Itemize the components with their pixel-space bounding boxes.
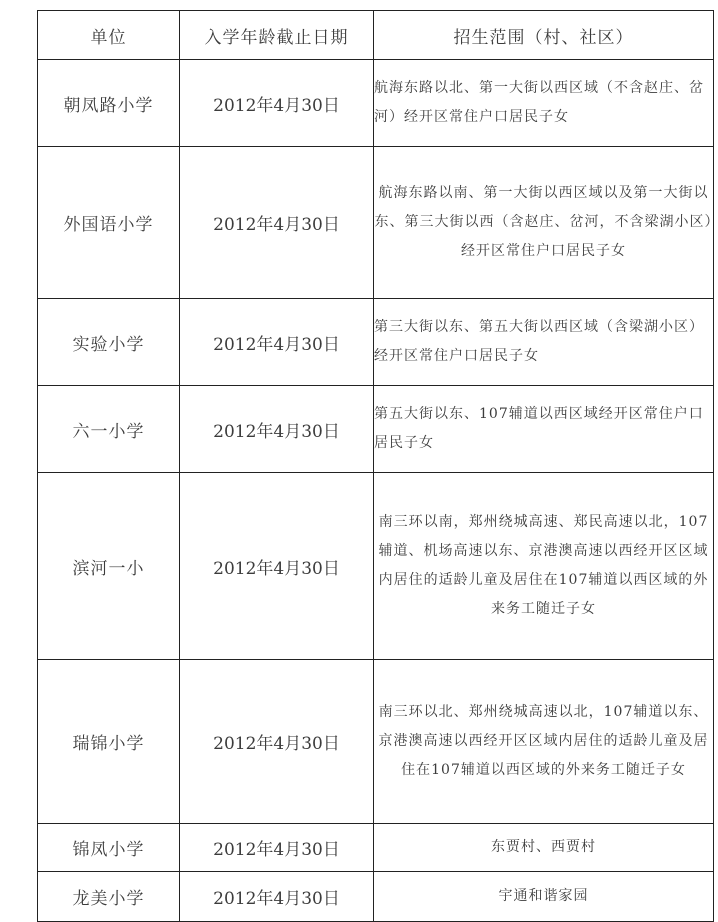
cutoff-date: 2012年4月30日 bbox=[180, 473, 374, 660]
table-row bbox=[38, 824, 714, 872]
table-row bbox=[38, 60, 714, 147]
table-header-row bbox=[38, 11, 714, 60]
school-name: 六一小学 bbox=[38, 386, 180, 473]
header-cutoff-date: 入学年龄截止日期 bbox=[180, 11, 374, 60]
cutoff-date: 2012年4月30日 bbox=[180, 660, 374, 824]
table-row bbox=[38, 386, 714, 473]
enrollment-range: 第三大街以东、第五大街以西区域（含梁湖小区）经开区常住户口居民子女 bbox=[374, 299, 714, 386]
cutoff-date: 2012年4月30日 bbox=[180, 872, 374, 922]
table-row bbox=[38, 872, 714, 922]
cutoff-date: 2012年4月30日 bbox=[180, 824, 374, 872]
table-row bbox=[38, 473, 714, 660]
enrollment-range: 南三环以北、郑州绕城高速以北，107辅道以东、京港澳高速以西经开区区域内居住的适龄儿童及居住在107辅道以西区域的外来务工随迁子女 bbox=[374, 660, 714, 824]
cutoff-date: 2012年4月30日 bbox=[180, 386, 374, 473]
cutoff-date: 2012年4月30日 bbox=[180, 147, 374, 299]
header-enrollment-range: 招生范围（村、社区） bbox=[374, 11, 714, 60]
school-name: 外国语小学 bbox=[38, 147, 180, 299]
enrollment-range: 宇通和谐家园 bbox=[374, 872, 714, 922]
table-row bbox=[38, 147, 714, 299]
enrollment-range: 南三环以南，郑州绕城高速、郑民高速以北，107辅道、机场高速以东、京港澳高速以西经开区区域内居住的适龄儿童及居住在107辅道以西区域的外来务工随迁子女 bbox=[374, 473, 714, 660]
table-row bbox=[38, 299, 714, 386]
cutoff-date: 2012年4月30日 bbox=[180, 60, 374, 147]
school-name: 瑞锦小学 bbox=[38, 660, 180, 824]
school-name: 朝凤路小学 bbox=[38, 60, 180, 147]
enrollment-table bbox=[37, 10, 714, 922]
school-name: 龙美小学 bbox=[38, 872, 180, 922]
school-name: 实验小学 bbox=[38, 299, 180, 386]
table-row bbox=[38, 660, 714, 824]
enrollment-range: 东贾村、西贾村 bbox=[374, 824, 714, 872]
school-name: 锦凤小学 bbox=[38, 824, 180, 872]
enrollment-range: 航海东路以南、第一大街以西区域以及第一大街以东、第三大街以西（含赵庄、岔河，不含梁湖小区）经开区常住户口居民子女 bbox=[374, 147, 714, 299]
enrollment-range: 第五大街以东、107辅道以西区域经开区常住户口居民子女 bbox=[374, 386, 714, 473]
header-unit: 单位 bbox=[38, 11, 180, 60]
cutoff-date: 2012年4月30日 bbox=[180, 299, 374, 386]
school-name: 滨河一小 bbox=[38, 473, 180, 660]
enrollment-range: 航海东路以北、第一大街以西区域（不含赵庄、岔河）经开区常住户口居民子女 bbox=[374, 60, 714, 147]
